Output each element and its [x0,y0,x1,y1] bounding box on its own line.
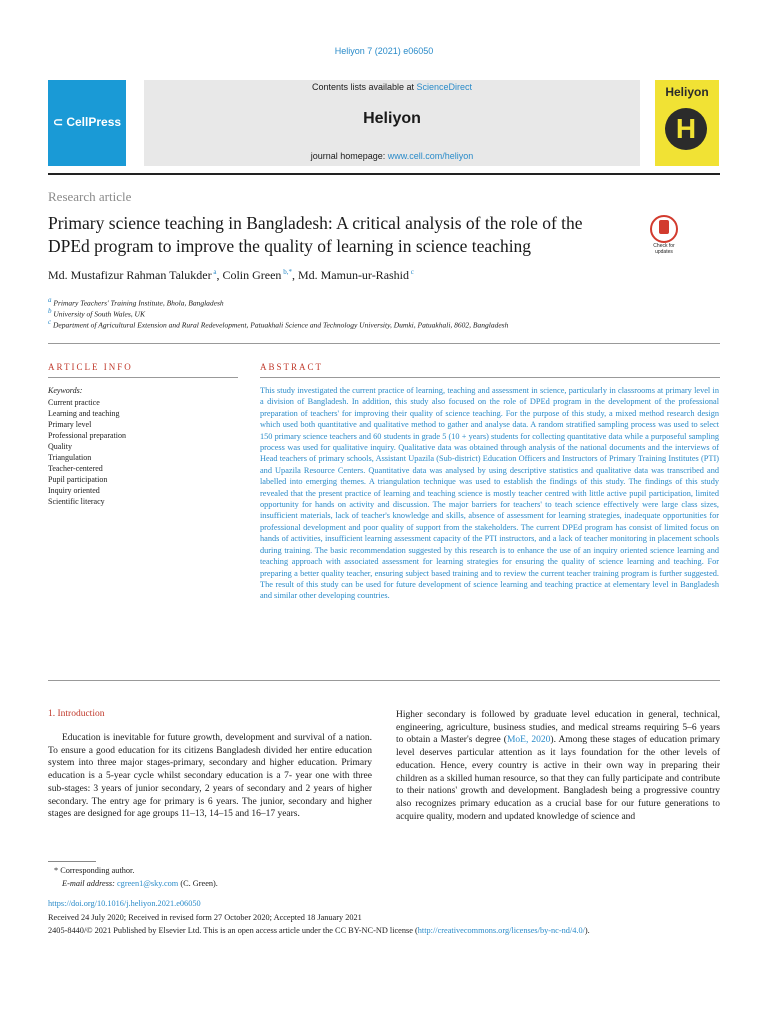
keyword: Teacher-centered [48,464,103,473]
author-affil-link[interactable]: a [213,268,217,276]
keyword: Scientific literacy [48,497,105,506]
contents-line: Contents lists available at ScienceDirect [311,82,473,92]
cellpress-icon: ⊂ [52,115,67,129]
intro-paragraph-right: Higher secondary is followed by graduate level education in general, technical, engineering, agriculture, business studies, and medical streams requiring 5–6 years to obtain a Master's degree (MoE, 2020). Among these stages of education primary level deserves particular attention as it lays foundation for the other levels of education. Hence, every country is active in their own way in preparing their children as a skilled human resource, so that they can fully participate and contribute to their nations' growth and development. Bangladesh being a progressive country also recognizes primary education as a crucial base for our future generations to acquire quality, modern and updated knowledge of science and [396,710,721,822]
affiliation: $^c$ Department of Agricultural Extension and Rural Redevelopment, Patuakhali Science and Technology University, Dumki, Patuakhali, 8602, Bangladesh [48,318,509,330]
divider [48,377,238,378]
keyword: Inquiry oriented [48,486,100,495]
keyword: Current practice [48,398,100,407]
article-title: Primary science teaching in Bangladesh: A critical analysis of the role of the DPEd program to improve the quality of learning in science teaching [48,213,583,256]
keyword: Quality [48,442,72,451]
author-name: Md. Mustafizur Rahman Talukder [48,268,212,282]
author-affil-link[interactable]: c [410,268,414,276]
license-line: 2405-8440/© 2021 Published by Elsevier Ltd. This is an open access article under the CC BY-NC-ND license (http://creativecommons.org/licenses/by-nc-nd/4.0/). [48,926,590,935]
cellpress-logo-text: ⊂ CellPress [52,115,122,129]
author-list: Md. Mustafizur Rahman Talukder $^a$, Colin Green $^{b,*}$, Md. Mamun-ur-Rashid $^c$ [48,268,414,282]
footnote-email: E-mail address: cgreen1@sky.com (C. Green). [62,879,218,888]
homepage-line: journal homepage: www.cell.com/heliyon [310,151,474,161]
footnote-corresponding: * Corresponding author. [54,866,135,875]
homepage-link[interactable]: www.cell.com/heliyon [387,151,474,161]
footnote-rule [48,861,96,862]
cover-h-icon: H [665,108,707,150]
journal-citation-link[interactable]: Heliyon 7 (2021) e06050 [334,46,434,56]
article-type: Research article [48,189,132,204]
keyword: Professional preparation [48,431,126,440]
reference-link[interactable]: MoE, 2020 [506,735,551,746]
cover-title: Heliyon [665,85,709,99]
keyword: Learning and teaching [48,409,120,418]
abstract-text: This study investigated the current practice of learning, teaching and assessment in science, particularly in classrooms at primary level in a division of Bangladesh. In addition, this study also focused on the role of DPEd program in the development of the professional preparation of teachers' for improving their quality of science teaching. For the purpose of this study, a mixed method research design which used both quantitative and qualitative method to gather and analyse data. A random stratified sampling process was used to select 150 primary science teachers and 60 students in grade 5 (10 + years) students for collecting quantitative data while a purposeful sampling process was used for qualitative inquiry. Qualitative data was obtained through analysis of the national documents and the interviews of Head teachers of primary schools, Assistant Upazila (Sub-district) Education Officers and Instructors of Primary Training Institutes (PTI) and Upazila Resource Centers. Quantitative data was analysed by using descriptive statistics and qualitative data was transcribed and labelled into emerging themes. A triangulation technique was used to establish the findings of this study. The findings of this study revealed that the present practice of learning and teaching science is mostly teacher centred with little active pupil participation, limited opportunity for hands on activity and discussion. The major barriers for teachers' to teach science effectively were large class sizes, insufficient materials, lack of teacher's knowledge and skills, absence of assessment for learning strategies, inadequate opportunities for professional development and poor quality of support from the stakeholders. The current DPEd program has consist of limited focus on hands of activities, insufficient learning assessment capacity of the PTI instructors, and a lack of teacher monitoring in placement schools during training. The basic recommendation suggested by this research is to enhance the use of an inquiry oriented science learning and teaching approach with associated assessment for learning strategies for ensuring the quality of science learning and teaching. For preparing a better quality teacher, ensuring subject based training and to review the current teacher training program is further suggested. The result of this study can be used for future development of science learning and teaching practice at elementary level in Bangladesh and similar other developing countries. [260,386,719,601]
check-updates-icon [650,215,678,243]
divider [48,343,720,344]
article-info-heading: ARTICLE INFO [48,362,133,372]
doi-link[interactable]: https://doi.org/10.1016/j.heliyon.2021.e06050 [48,899,201,908]
author-name: Colin Green [222,268,282,282]
check-updates-label: Check for updates [653,243,675,255]
affiliation: $^a$ Primary Teachers' Training Institute, Bhola, Bangladesh [48,296,224,308]
cellpress-logo[interactable] [48,80,126,166]
divider [48,680,720,681]
keyword: Pupil participation [48,475,108,484]
journal-banner [144,80,640,166]
license-link[interactable]: http://creativecommons.org/licenses/by-nc-nd/4.0/ [417,926,585,935]
introduction-heading: 1. Introduction [48,709,105,719]
keyword: Primary level [48,420,92,429]
abstract-heading: ABSTRACT [260,362,324,372]
keyword-list [48,397,126,507]
journal-name: Heliyon [363,110,421,127]
header-rule [48,173,720,175]
divider [260,377,720,378]
sciencedirect-link[interactable]: ScienceDirect [416,82,473,92]
intro-paragraph-left: Education is inevitable for future growth, development and survival of a nation. To ensure a good education for its citizens Bangladesh divided her entire education system into three major stages-primary, secondary and higher education. Primary education is a 5-year cycle whilst secondary education is a 7- year one with three sub-stages: 3 years of junior secondary, 2 years of secondary and 2 years of higher secondary. The entry age for primary is 6 years. The junior, secondary and higher stages are designed for age groups 11–13, 14–15 and 16–17 years. [48,733,372,820]
keywords-label: Keywords: [48,386,83,395]
author-name: Md. Mamun-ur-Rashid [297,268,410,282]
journal-cover-thumbnail[interactable] [655,80,719,166]
keyword: Triangulation [48,453,92,462]
author-affil-link[interactable]: b,* [283,268,292,276]
affiliation: $^b$ University of South Wales, UK [48,307,145,319]
email-link[interactable]: cgreen1@sky.com [117,879,179,888]
check-for-updates-button[interactable] [646,215,682,255]
received-dates: Received 24 July 2020; Received in revised form 27 October 2020; Accepted 18 January 2021 [48,913,362,922]
